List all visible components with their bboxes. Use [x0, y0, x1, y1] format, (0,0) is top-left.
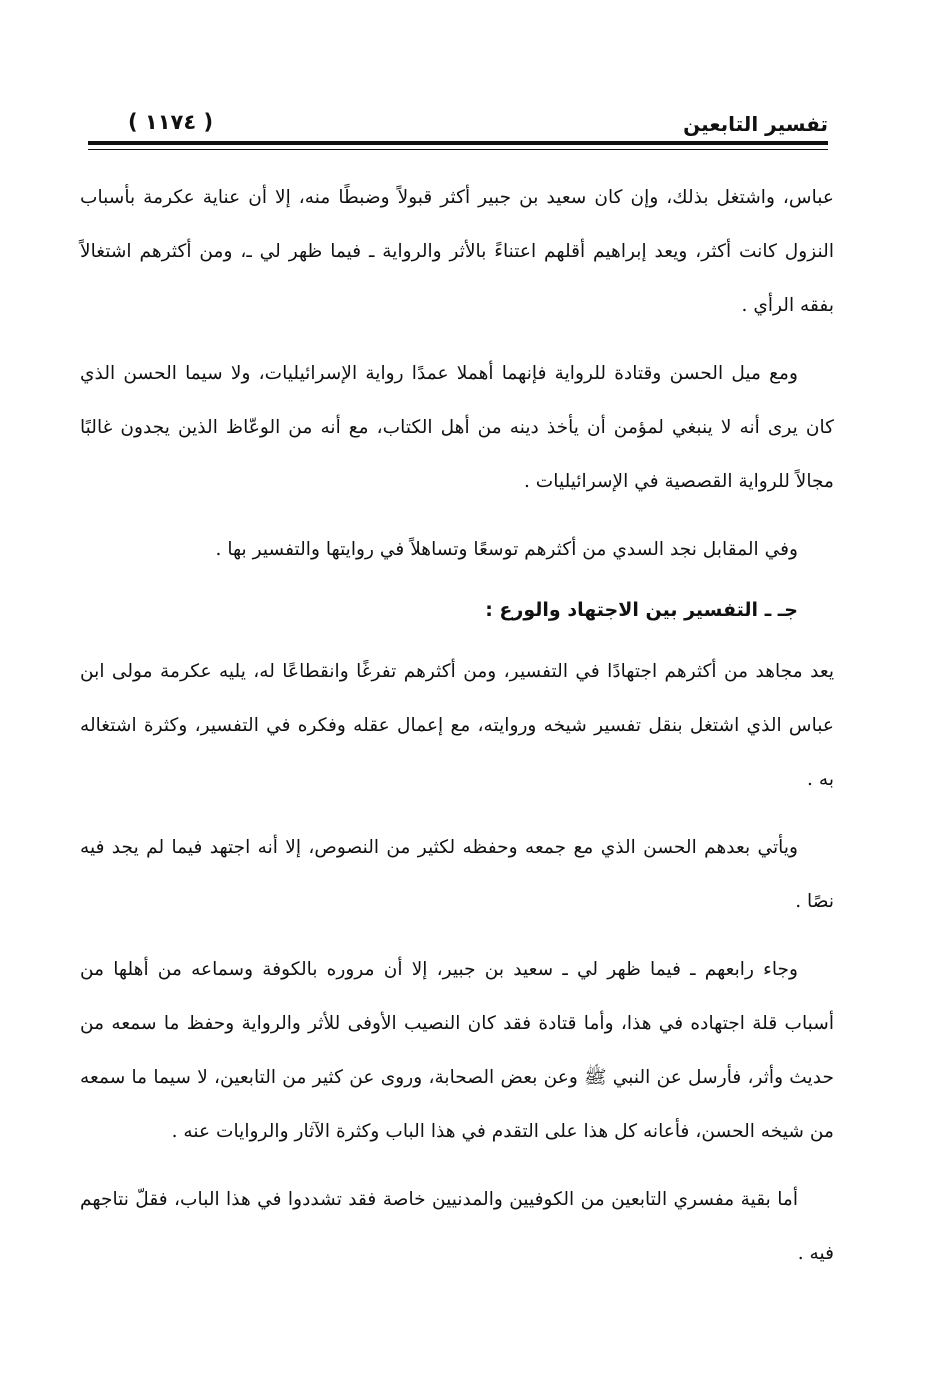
- body-text: [80, 171, 834, 1281]
- page-header: [88, 100, 828, 140]
- header-rule-thin: [88, 149, 828, 150]
- paragraph: عباس، واشتغل بذلك، وإن كان سعيد بن جبير أكثر قبولاً وضبطًا منه، إلا أن عناية عكرمة بأسباب النزول كانت أكثر، ويعد إبراهيم أقلهم اعتناءً بالأثر والرواية ـ فيما ظهر لي ـ، ومن أكثرهم اشتغالاً بفقه الرأي .: [80, 187, 834, 316]
- header-rule-thick: [88, 141, 828, 145]
- paragraph: يعد مجاهد من أكثرهم اجتهادًا في التفسير، ومن أكثرهم تفرغًا وانقطاعًا له، يليه عكرمة مولى ابن عباس الذي اشتغل بنقل تفسير شيخه وروايته، مع إعمال عقله وفكره في التفسير، وكثرة اشتغاله به .: [80, 661, 834, 790]
- paragraph: ويأتي بعدهم الحسن الذي مع جمعه وحفظه لكثير من النصوص، إلا أنه اجتهد فيما لم يجد فيه نصًا .: [80, 837, 834, 912]
- page-number: ( ١١٧٤ ): [128, 110, 214, 134]
- paragraph: ومع ميل الحسن وقتادة للرواية فإنهما أهملا عمدًا رواية الإسرائيليات، ولا سيما الحسن الذي كان يرى أنه لا ينبغي لمؤمن أن يأخذ دينه من أهل الكتاب، مع أنه من الوعّاظ الذين يجدون غالبًا مجالاً للرواية القصصية في الإسرائيليات .: [80, 363, 834, 492]
- paragraph: وجاء رابعهم ـ فيما ظهر لي ـ سعيد بن جبير، إلا أن مروره بالكوفة وسماعه من أهلها من أسباب قلة اجتهاده في هذا، وأما قتادة فقد كان النصيب الأوفى للأثر والرواية وحفظ ما سمعه من حديث وأثر، فأرسل عن النبي ﷺ وعن بعض الصحابة، وروى عن كثير من التابعين، لا سيما ما سمعه من شيخه الحسن، فأعانه كل هذا على التقدم في هذا الباب وكثرة الآثار والروايات عنه .: [80, 959, 834, 1142]
- section-heading: جـ ـ التفسير بين الاجتهاد والورع :: [485, 599, 798, 621]
- running-title: تفسير التابعين: [683, 112, 828, 136]
- paragraph: أما بقية مفسري التابعين من الكوفيين والمدنيين خاصة فقد تشددوا في هذا الباب، فقلّ نتاجهم فيه .: [80, 1189, 834, 1264]
- paragraph: وفي المقابل نجد السدي من أكثرهم توسعًا وتساهلاً في روايتها والتفسير بها .: [215, 539, 798, 560]
